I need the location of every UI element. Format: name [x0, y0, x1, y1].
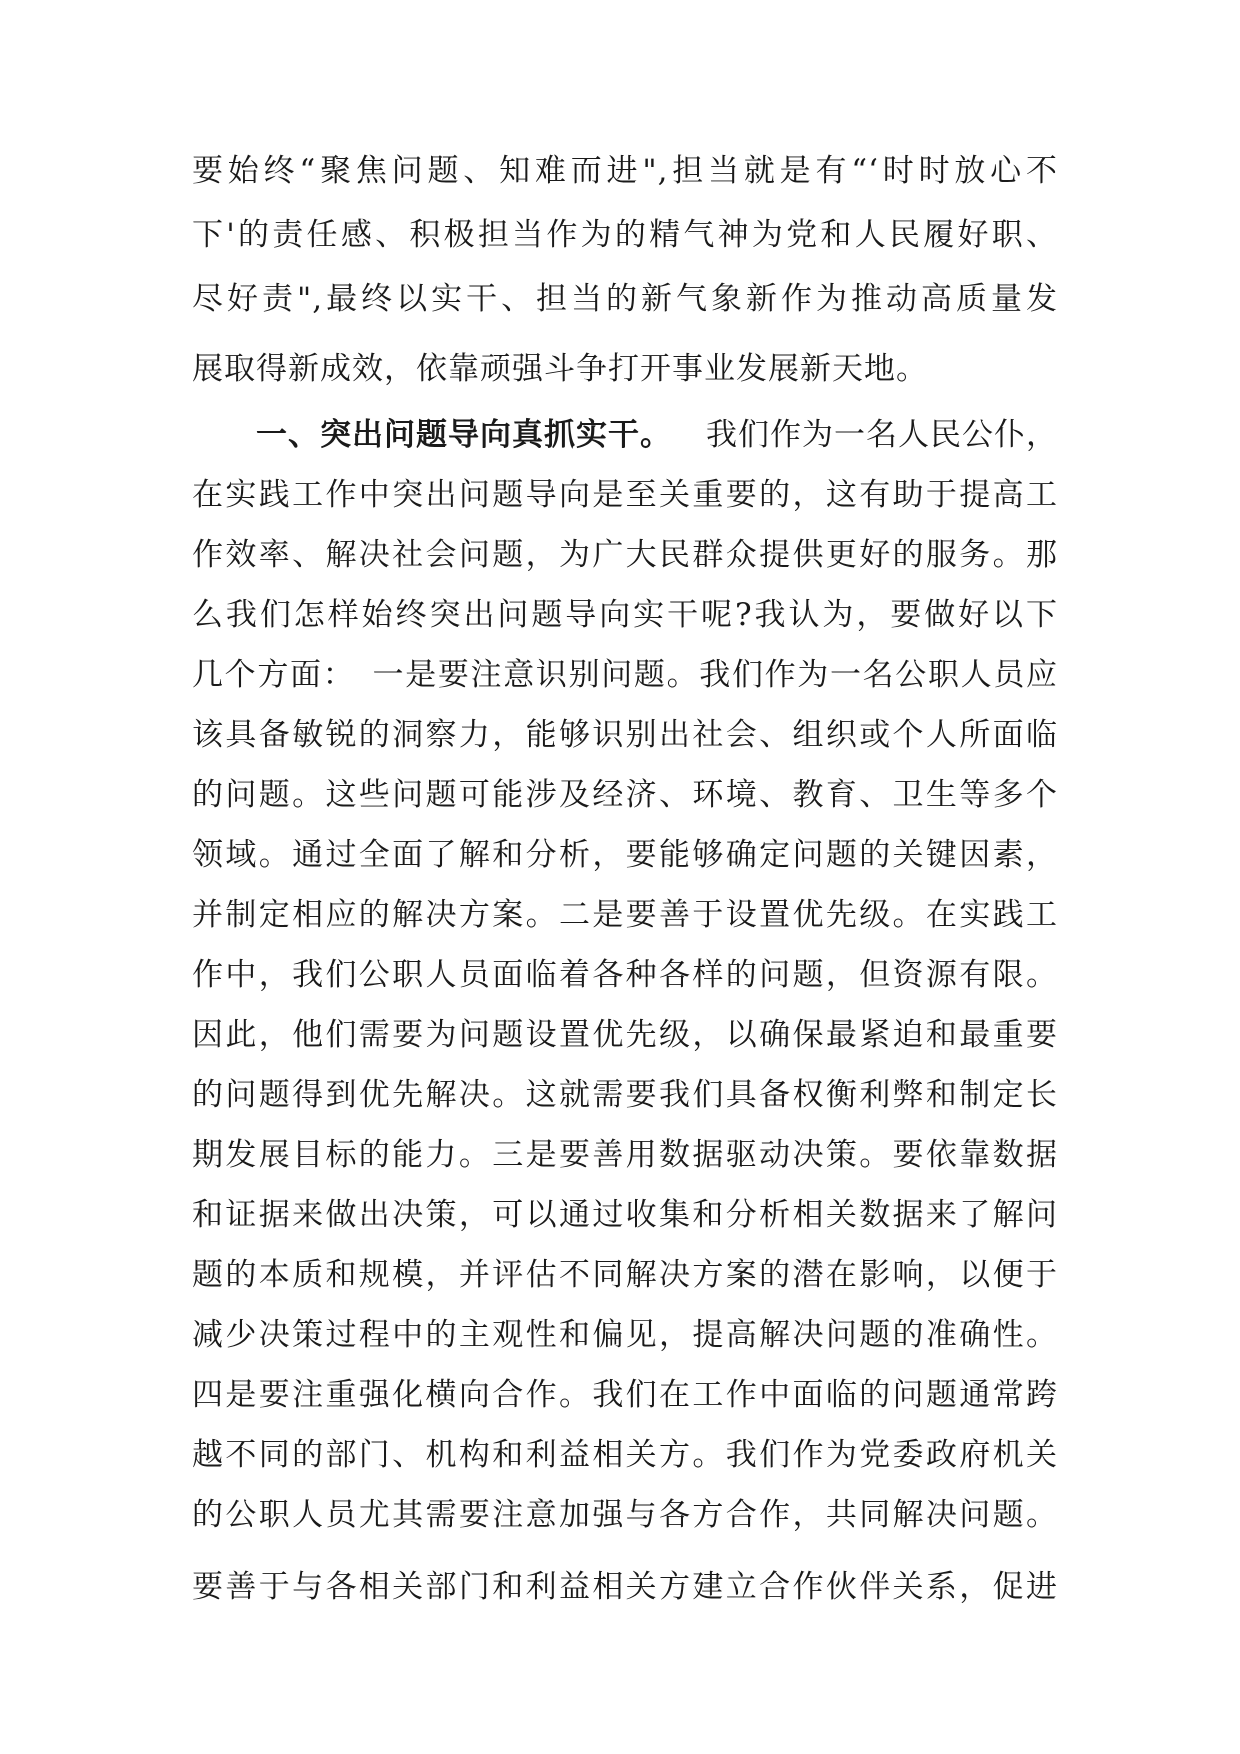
body-line: 要始终“聚焦问题、知难而进",担当就是有“‘时时放心不 — [192, 153, 1058, 189]
body-line: 尽好责",最终以实干、担当的新气象新作为推动高质量发 — [192, 281, 1058, 317]
body-line: 越不同的部门、机构和利益相关方。我们作为党委政府机关 — [192, 1437, 1058, 1473]
body-line: 期发展目标的能力。三是要善用数据驱动决策。要依靠数据 — [192, 1137, 1058, 1173]
body-line: 的问题得到优先解决。这就需要我们具备权衡利弊和制定长 — [192, 1077, 1058, 1113]
body-line: 减少决策过程中的主观性和偏见，提高解决问题的准确性。 — [192, 1317, 1058, 1353]
body-line: 的问题。这些问题可能涉及经济、环境、教育、卫生等多个 — [192, 777, 1058, 813]
body-line: 并制定相应的解决方案。二是要善于设置优先级。在实践工 — [192, 897, 1058, 933]
body-line: 四是要注重强化横向合作。我们在工作中面临的问题通常跨 — [192, 1377, 1058, 1413]
section-heading-continuation: 我们作为一名人民公仆， — [706, 417, 1058, 453]
body-line: 该具备敏锐的洞察力，能够识别出社会、组织或个人所面临 — [192, 717, 1058, 753]
body-line: 作效率、解决社会问题，为广大民群众提供更好的服务。那 — [192, 537, 1058, 573]
body-line: 作中，我们公职人员面临着各种各样的问题，但资源有限。 — [192, 957, 1058, 993]
body-line: 因此，他们需要为问题设置优先级，以确保最紧迫和最重要 — [192, 1017, 1058, 1053]
body-line: 在实践工作中突出问题导向是至关重要的，这有助于提高工 — [192, 477, 1058, 513]
body-line: 领域。通过全面了解和分析，要能够确定问题的关键因素， — [192, 837, 1058, 873]
body-line: 下'的责任感、积极担当作为的精气神为党和人民履好职、 — [192, 217, 1058, 253]
body-line: 题的本质和规模，并评估不同解决方案的潜在影响，以便于 — [192, 1257, 1058, 1293]
body-line: 要善于与各相关部门和利益相关方建立合作伙伴关系，促进 — [192, 1569, 1058, 1605]
body-line: 和证据来做出决策，可以通过收集和分析相关数据来了解问 — [192, 1197, 1058, 1233]
body-line: 么我们怎样始终突出问题导向实干呢?我认为，要做好以下 — [192, 597, 1058, 633]
body-line: 的公职人员尤其需要注意加强与各方合作，共同解决问题。 — [192, 1497, 1058, 1533]
body-line: 几个方面： 一是要注意识别问题。我们作为一名公职人员应 — [192, 657, 1058, 693]
section-heading: 一、突出问题导向真抓实干。 — [256, 417, 672, 453]
body-line: 展取得新成效，依靠顽强斗争打开事业发展新天地。 — [192, 351, 928, 387]
section-heading-line — [192, 412, 1058, 458]
